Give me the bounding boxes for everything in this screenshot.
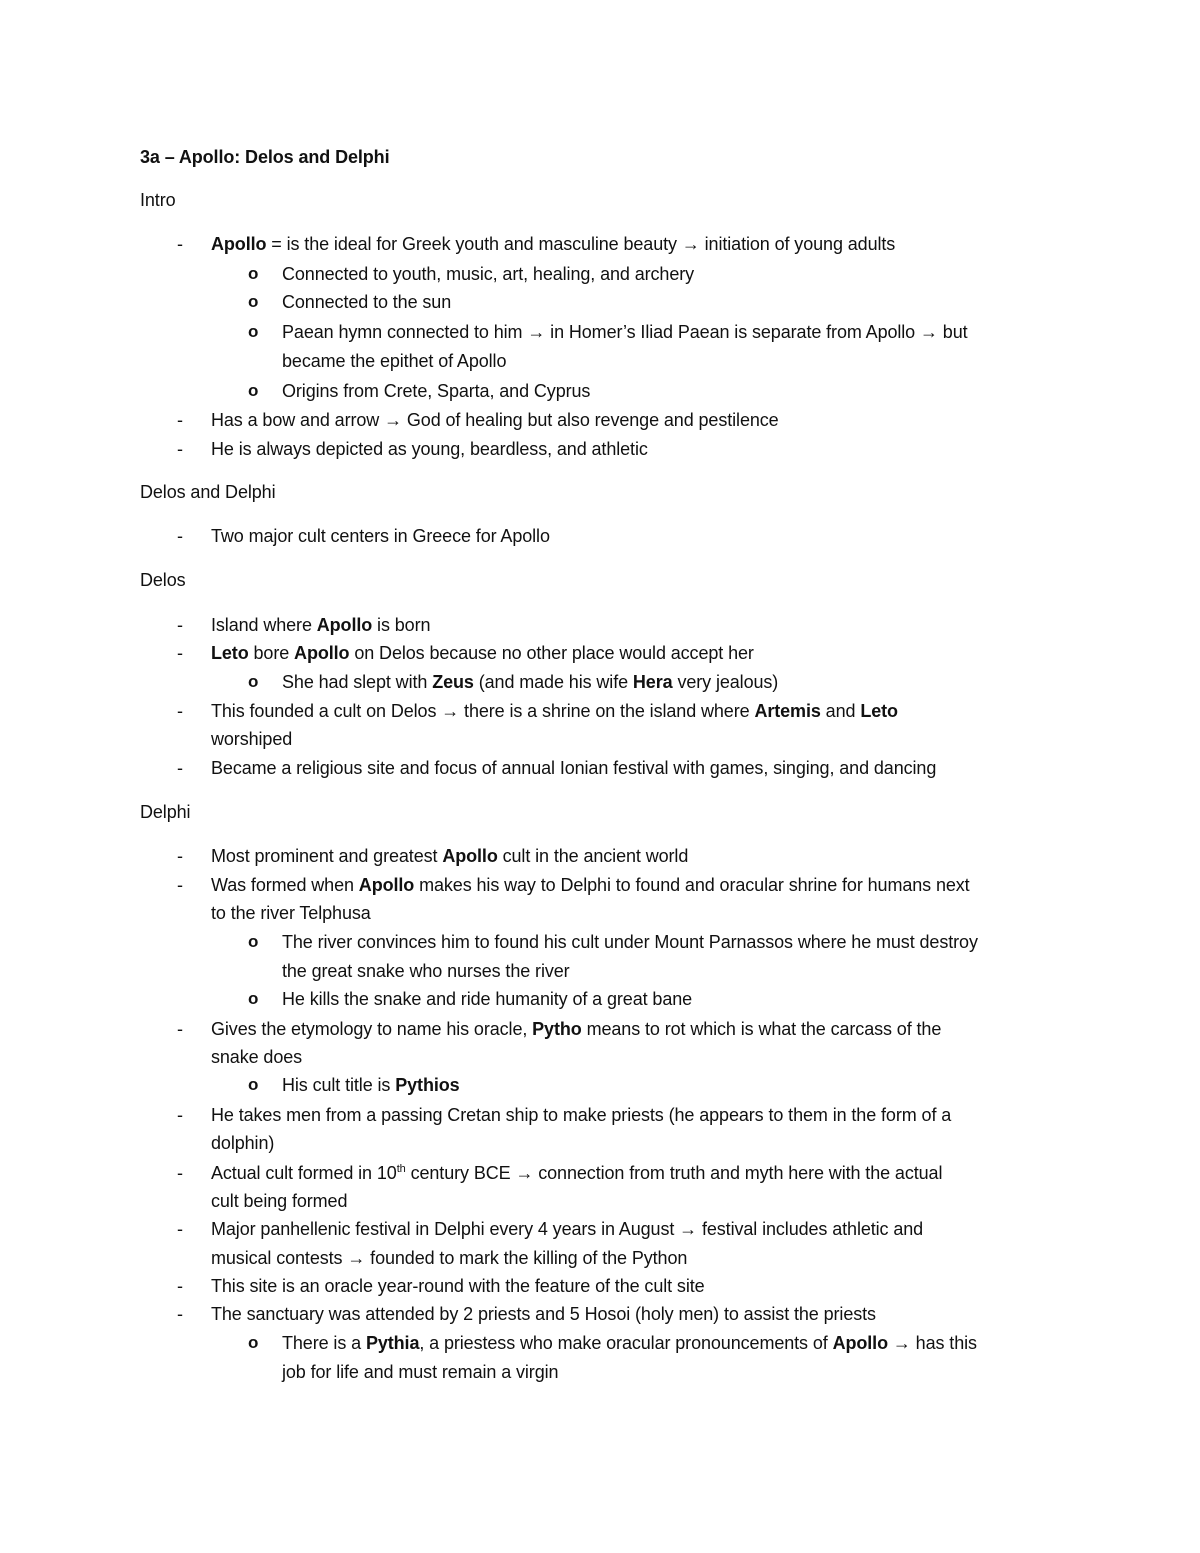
dash-bullet: - xyxy=(177,1276,183,1296)
list-item: The river convinces him to found his cult under Mount Parnassos where he must destroy xyxy=(282,932,978,952)
list-item-continuation: cult being formed xyxy=(211,1191,348,1211)
list-item: Island where Apollo is born xyxy=(211,615,431,635)
arrow-icon: → xyxy=(347,1248,366,1268)
list-item: This site is an oracle year-round with the feature of the cult site xyxy=(211,1276,705,1296)
list-item: She had slept with Zeus (and made his wife Hera very jealous) xyxy=(282,672,779,692)
list-item: Paean hymn connected to him → in Homer’s Iliad Paean is separate from Apollo → but xyxy=(282,322,968,342)
list-item: Connected to the sun xyxy=(282,292,452,312)
list-item: Was formed when Apollo makes his way to Delphi to found and oracular shrine for humans next xyxy=(211,875,970,895)
list-item: Major panhellenic festival in Delphi every 4 years in August → festival includes athletic and xyxy=(211,1219,924,1239)
list-item: The sanctuary was attended by 2 priests and 5 Hosoi (holy men) to assist the priests xyxy=(211,1304,876,1324)
arrow-icon: → xyxy=(679,1219,698,1239)
arrow-icon: → xyxy=(920,322,938,342)
sub-bullet: o xyxy=(248,672,259,691)
dash-bullet: - xyxy=(177,1105,183,1125)
dash-bullet: - xyxy=(177,875,183,895)
list-item: Most prominent and greatest Apollo cult in the ancient world xyxy=(211,846,689,866)
list-item: Became a religious site and focus of annual Ionian festival with games, singing, and dancing xyxy=(211,758,937,778)
list-item-continuation: dolphin) xyxy=(211,1133,275,1153)
sub-bullet: o xyxy=(248,1333,259,1352)
list-item: Origins from Crete, Sparta, and Cyprus xyxy=(282,381,591,401)
dash-bullet: - xyxy=(177,1304,183,1324)
list-item-continuation: job for life and must remain a virgin xyxy=(282,1362,559,1382)
list-item: Actual cult formed in 10th century BCE → connection from truth and myth here with the actual xyxy=(211,1163,943,1183)
list-item: Two major cult centers in Greece for Apollo xyxy=(211,526,550,546)
list-item: There is a Pythia, a priestess who make oracular pronouncements of Apollo → has this xyxy=(282,1333,977,1353)
arrow-icon: → xyxy=(441,701,460,721)
dash-bullet: - xyxy=(177,526,183,546)
sub-bullet: o xyxy=(248,322,259,341)
sub-bullet: o xyxy=(248,1075,259,1094)
dash-bullet: - xyxy=(177,846,183,866)
list-item-continuation: to the river Telphusa xyxy=(211,903,371,923)
dash-bullet: - xyxy=(177,1019,183,1039)
dash-bullet: - xyxy=(177,701,183,721)
sub-bullet: o xyxy=(248,381,259,400)
arrow-icon: → xyxy=(527,322,546,342)
section-heading-delos: Delos xyxy=(140,570,186,590)
list-item: Apollo = is the ideal for Greek youth and masculine beauty → initiation of young adults xyxy=(211,234,896,254)
list-item: His cult title is Pythios xyxy=(282,1075,460,1095)
sub-bullet: o xyxy=(248,989,259,1008)
section-heading-delphi: Delphi xyxy=(140,802,191,822)
document-title: 3a – Apollo: Delos and Delphi xyxy=(140,147,390,167)
arrow-icon: → xyxy=(384,410,402,430)
list-item-continuation: snake does xyxy=(211,1047,303,1067)
dash-bullet: - xyxy=(177,643,183,663)
list-item: Connected to youth, music, art, healing, and archery xyxy=(282,264,695,284)
dash-bullet: - xyxy=(177,1163,183,1183)
dash-bullet: - xyxy=(177,615,183,635)
sub-bullet: o xyxy=(248,264,259,283)
sub-bullet: o xyxy=(248,292,259,311)
list-item-continuation: became the epithet of Apollo xyxy=(282,351,507,371)
sub-bullet: o xyxy=(248,932,259,951)
arrow-icon: → xyxy=(892,1333,911,1353)
dash-bullet: - xyxy=(177,1219,183,1239)
list-item: Gives the etymology to name his oracle, Pytho means to rot which is what the carcass of the xyxy=(211,1019,942,1039)
dash-bullet: - xyxy=(177,439,183,459)
list-item-continuation: musical contests → founded to mark the killing of the Python xyxy=(211,1248,688,1268)
dash-bullet: - xyxy=(177,234,183,254)
section-heading-intro: Intro xyxy=(140,190,176,210)
list-item-continuation: worshiped xyxy=(211,729,293,749)
list-item: Leto bore Apollo on Delos because no other place would accept her xyxy=(211,643,754,663)
list-item: He is always depicted as young, beardless, and athletic xyxy=(211,439,648,459)
list-item: He takes men from a passing Cretan ship to make priests (he appears to them in the form of a xyxy=(211,1105,952,1125)
arrow-icon: → xyxy=(515,1163,534,1183)
dash-bullet: - xyxy=(177,410,183,430)
list-item: He kills the snake and ride humanity of a great bane xyxy=(282,989,693,1009)
dash-bullet: - xyxy=(177,758,183,778)
list-item: Has a bow and arrow → God of healing but also revenge and pestilence xyxy=(211,410,779,430)
section-heading-delos-and-delphi: Delos and Delphi xyxy=(140,482,276,502)
list-item: This founded a cult on Delos → there is a shrine on the island where Artemis and Leto xyxy=(211,701,898,721)
list-item-continuation: the great snake who nurses the river xyxy=(282,961,570,981)
arrow-icon: → xyxy=(681,234,700,254)
